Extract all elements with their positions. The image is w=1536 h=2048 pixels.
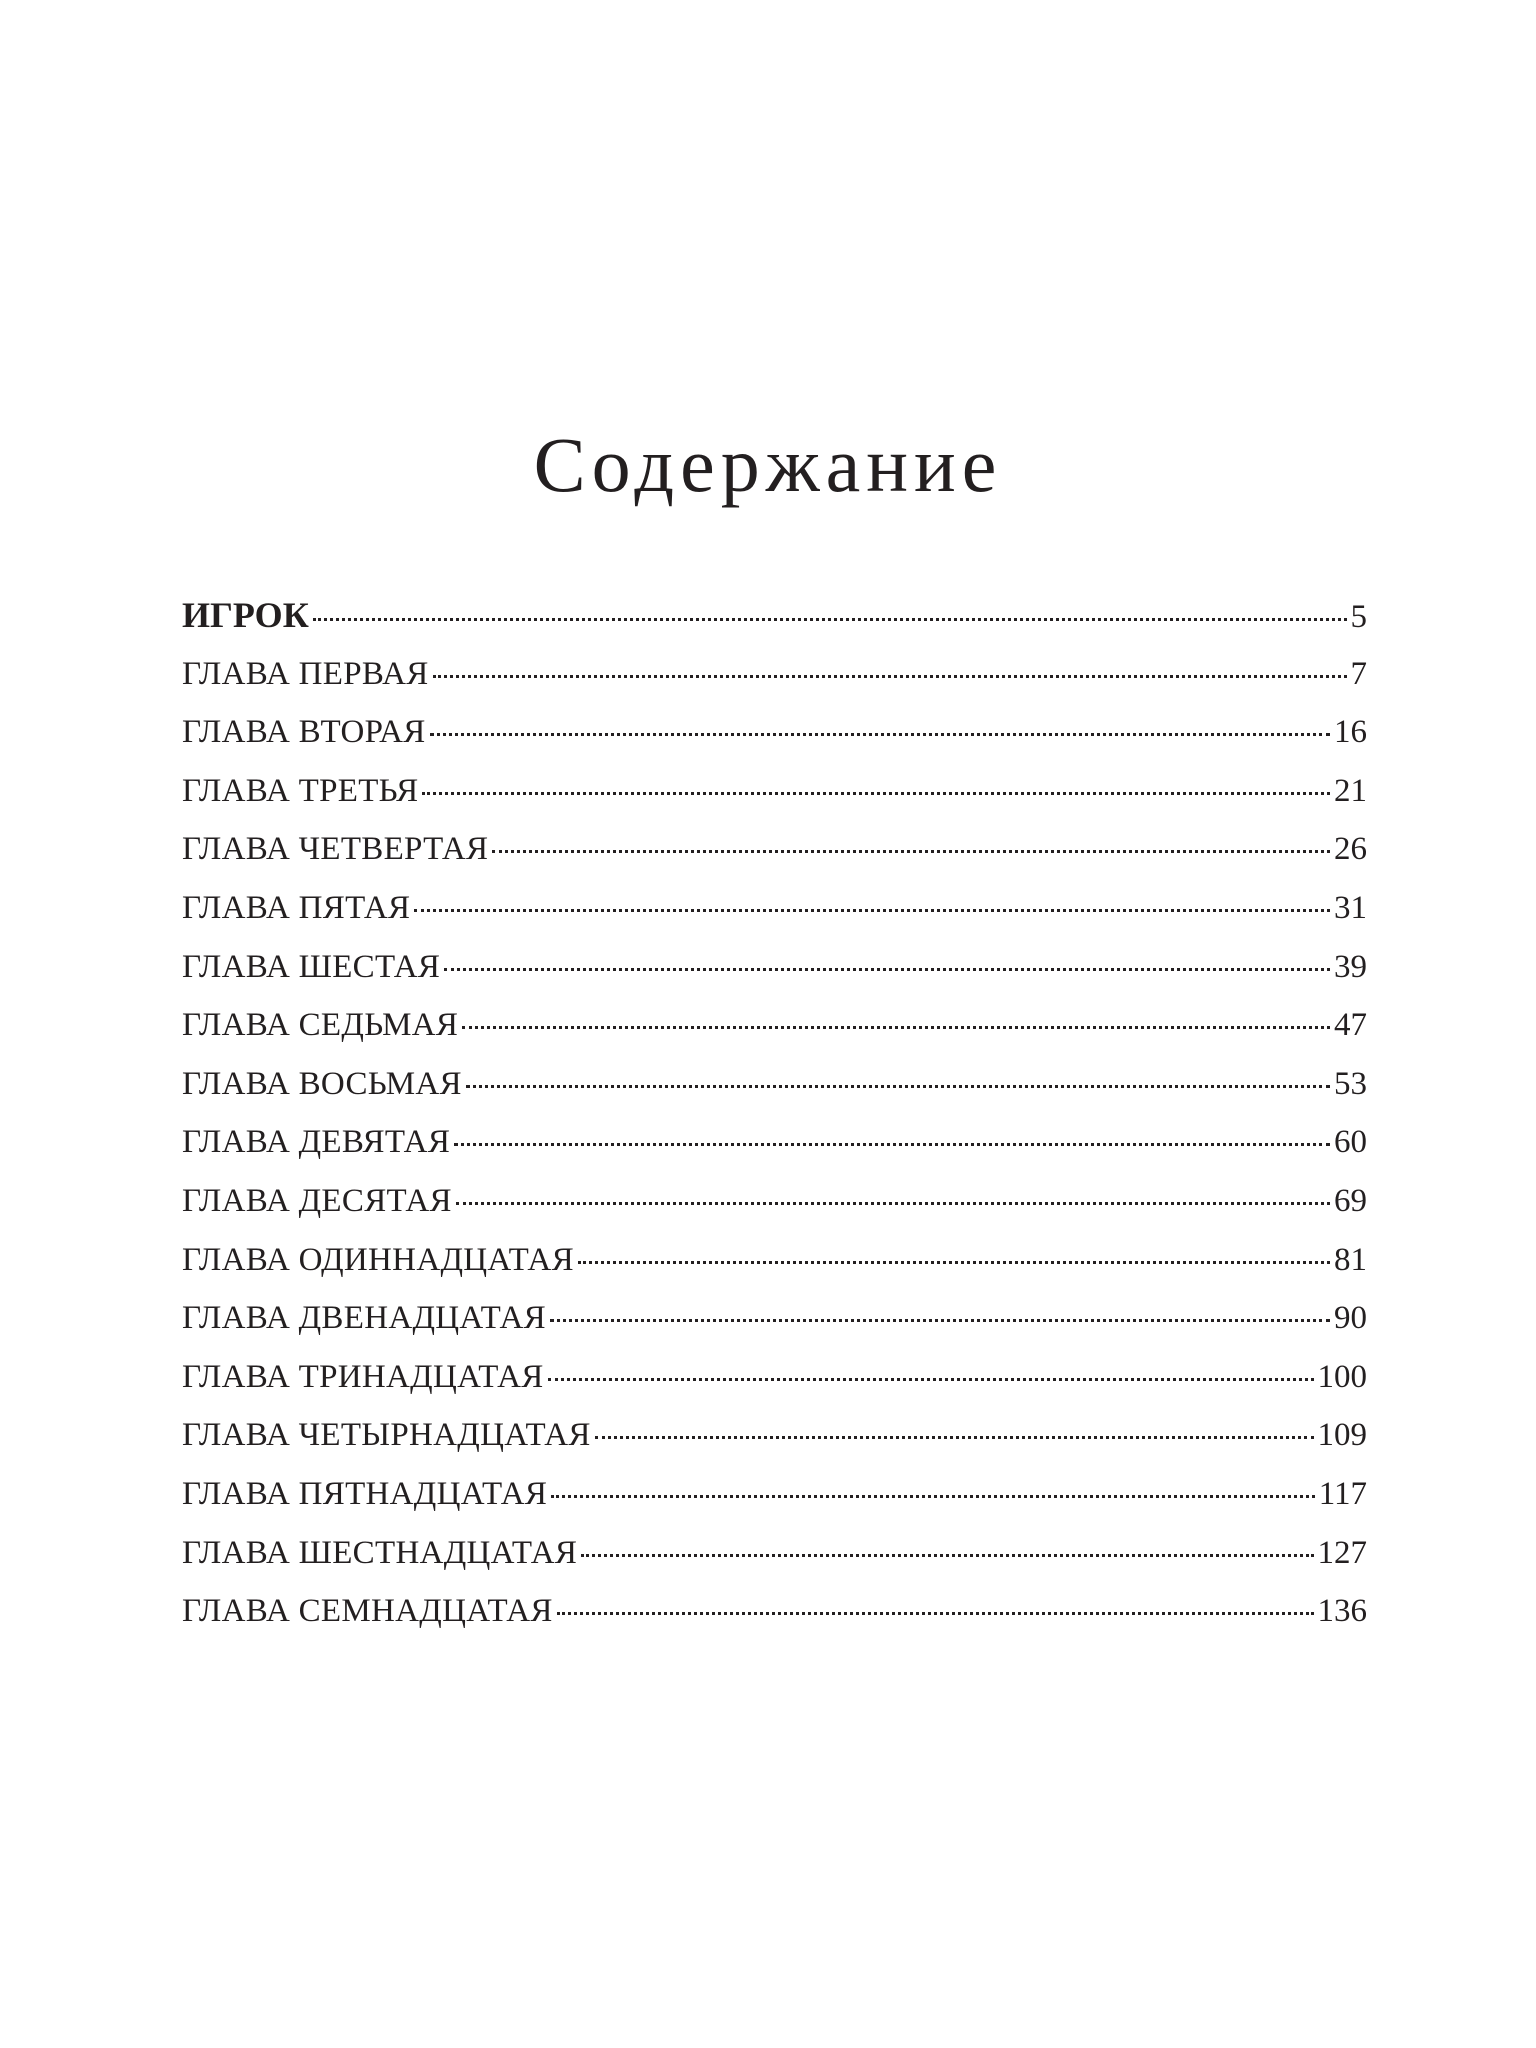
- dot-leader: [422, 792, 1330, 795]
- toc-entry-page-number: 39: [1334, 948, 1367, 985]
- dot-leader: [492, 850, 1330, 853]
- toc-entry-label: ГЛАВА ДЕСЯТАЯ: [182, 1182, 452, 1219]
- toc-entry-label: ГЛАВА ОДИННАДЦАТАЯ: [182, 1241, 574, 1278]
- toc-entry: [182, 1465, 1367, 1524]
- dot-leader: [444, 968, 1330, 971]
- dot-leader: [548, 1378, 1314, 1381]
- toc-entry: [182, 703, 1367, 762]
- toc-title: Содержание: [533, 421, 1003, 508]
- dot-leader: [433, 675, 1347, 678]
- toc-entry-page-number: 69: [1334, 1182, 1367, 1219]
- dot-leader: [456, 1202, 1330, 1205]
- toc-entry-page-number: 21: [1334, 772, 1367, 809]
- toc-entry: [182, 1289, 1367, 1348]
- dot-leader: [550, 1319, 1330, 1322]
- toc-entry: [182, 938, 1367, 997]
- toc-entry: [182, 645, 1367, 704]
- toc-entry-label: ГЛАВА ТРЕТЬЯ: [182, 772, 419, 809]
- toc-entry-page-number: 109: [1317, 1417, 1367, 1454]
- toc-entry: [182, 820, 1367, 879]
- toc-entry-label: ГЛАВА ШЕСТАЯ: [182, 948, 441, 985]
- toc-entry-page-number: 81: [1334, 1241, 1367, 1278]
- toc-entry-label: ГЛАВА ПЯТАЯ: [182, 889, 411, 926]
- toc-entry: [182, 1348, 1367, 1407]
- toc-entry-page-number: 127: [1317, 1534, 1367, 1571]
- toc-entry-page-number: 90: [1334, 1300, 1367, 1337]
- toc-entry-page-number: 5: [1350, 599, 1367, 635]
- toc-entry: [182, 879, 1367, 938]
- toc-entry: [182, 1406, 1367, 1465]
- dot-leader: [595, 1436, 1314, 1439]
- toc-entry-page-number: 117: [1318, 1475, 1367, 1512]
- toc-entry-label: ГЛАВА СЕДЬМАЯ: [182, 1007, 459, 1044]
- dot-leader: [551, 1495, 1315, 1498]
- toc-entry: [182, 1113, 1367, 1172]
- toc-entry-page-number: 100: [1317, 1358, 1367, 1395]
- toc-entry: [182, 586, 1367, 645]
- dot-leader: [581, 1554, 1313, 1557]
- toc-entry-label: ГЛАВА СЕМНАДЦАТАЯ: [182, 1593, 553, 1630]
- toc-entry: [182, 1231, 1367, 1290]
- toc-entry: [182, 1172, 1367, 1231]
- toc-entry-label: ГЛАВА ЧЕТВЕРТАЯ: [182, 831, 489, 868]
- toc-entry-label: ГЛАВА ДВЕНАДЦАТАЯ: [182, 1300, 546, 1337]
- toc-entry-page-number: 31: [1334, 889, 1367, 926]
- toc-entry-page-number: 7: [1350, 655, 1367, 692]
- toc-entry-page-number: 60: [1334, 1124, 1367, 1161]
- dot-leader: [578, 1261, 1330, 1264]
- toc-entry: [182, 1524, 1367, 1583]
- dot-leader: [430, 733, 1330, 736]
- toc-entry-label: ГЛАВА ДЕВЯТАЯ: [182, 1124, 451, 1161]
- dot-leader: [454, 1143, 1330, 1146]
- toc-entry-label: ГЛАВА ПЯТНАДЦАТАЯ: [182, 1475, 548, 1512]
- dot-leader: [557, 1612, 1314, 1615]
- toc-entry: [182, 1582, 1367, 1641]
- toc-entry-page-number: 16: [1334, 714, 1367, 751]
- toc-entry-label: ИГРОК: [182, 595, 309, 635]
- toc-entry-label: ГЛАВА ПЕРВАЯ: [182, 655, 429, 692]
- toc-entry-page-number: 47: [1334, 1007, 1367, 1044]
- toc-entry-label: ГЛАВА ШЕСТНАДЦАТАЯ: [182, 1534, 578, 1571]
- toc-entry: [182, 762, 1367, 821]
- toc-entry-page-number: 53: [1334, 1065, 1367, 1102]
- toc-entry-label: ГЛАВА ВТОРАЯ: [182, 714, 426, 751]
- dot-leader: [466, 1085, 1330, 1088]
- toc-entry-page-number: 26: [1334, 831, 1367, 868]
- toc-entry-page-number: 136: [1317, 1593, 1367, 1630]
- dot-leader: [313, 618, 1347, 621]
- toc-list: [182, 586, 1367, 1641]
- dot-leader: [414, 909, 1330, 912]
- toc-entry-label: ГЛАВА ЧЕТЫРНАДЦАТАЯ: [182, 1417, 591, 1454]
- toc-entry-label: ГЛАВА ВОСЬМАЯ: [182, 1065, 462, 1102]
- toc-entry: [182, 1055, 1367, 1114]
- dot-leader: [462, 1026, 1330, 1029]
- toc-entry-label: ГЛАВА ТРИНАДЦАТАЯ: [182, 1358, 544, 1395]
- toc-entry: [182, 996, 1367, 1055]
